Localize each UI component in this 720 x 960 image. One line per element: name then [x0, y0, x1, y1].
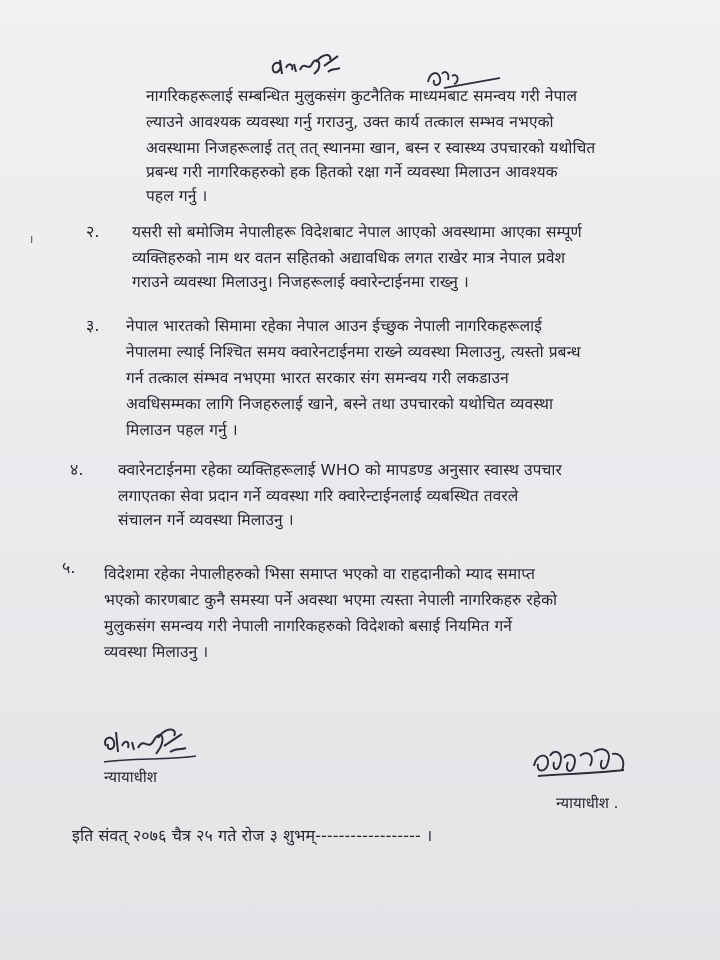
- item-line: गर्न तत्काल संम्भव नभएमा भारत सरकार संग समन्वय गरी लकडाउन: [126, 369, 509, 387]
- item-line: यसरी सो बमोजिम नेपालीहरू विदेशबाट नेपाल आएको अवस्थामा आएका सम्पूर्ण: [132, 223, 582, 241]
- top-initial-signature: [268, 42, 348, 80]
- item-line: नेपालमा ल्याई निश्चित समय क्वारेनटाईनमा राख्ने व्यवस्था मिलाउनु, त्यस्तो प्रबन्ध: [126, 343, 581, 361]
- item-number: ४.: [70, 460, 84, 479]
- item-line: भएको कारणबाट कुनै समस्या पर्ने अवस्था भएमा त्यस्ता नेपाली नागरिकहरु रहेको: [104, 591, 558, 609]
- margin-mark: ı: [30, 232, 34, 246]
- item-line: व्यक्तिहरुको नाम थर वतन सहितको अद्यावधिक लगत राखेर मात्र नेपाल प्रवेश: [132, 249, 566, 267]
- left-judge-label: न्यायाधीश: [104, 768, 157, 786]
- item-number: २.: [86, 222, 100, 241]
- footer-line: इति संवत् २०७६ चैत्र २५ गते रोज ३ शुभम्------------------ ।: [72, 826, 433, 845]
- item-number: ३.: [86, 316, 100, 335]
- right-judge-label: न्यायाधीश .: [556, 794, 619, 812]
- intro-line: अवस्थामा निजहरूलाई तत् तत् स्थानमा खान, बस्न र स्वास्थ्य उपचारको यथोचित: [146, 139, 596, 157]
- intro-line: पहल गर्नु ।: [146, 187, 208, 205]
- item-line: मुलुकसंग समन्वय गरी नेपाली नागरिकहरुको विदेशको बसाई नियमित गर्ने: [104, 617, 512, 635]
- item-line: मिलाउन पहल गर्नु ।: [126, 421, 238, 439]
- intro-line: प्रबन्ध गरी नागरिकहरुको हक हितको रक्षा गर्ने व्यवस्था मिलाउन आवश्यक: [146, 163, 558, 181]
- intro-line: नागरिकहरूलाई सम्बन्धित मुलुकसंग कुटनैतिक माध्यमबाट समन्वय गरी नेपाल: [146, 87, 578, 105]
- item-number: ५.: [62, 558, 76, 577]
- item-line: लगाएतका सेवा प्रदान गर्ने व्यवस्था गरि क्वारेन्टाईनलाई व्यबस्थित तवरले: [118, 487, 519, 505]
- right-judge-signature: [528, 744, 638, 800]
- left-judge-signature: [100, 718, 200, 768]
- item-line: नेपाल भारतको सिमामा रहेका नेपाल आउन ईच्छुक नेपाली नागरिकहरूलाई: [126, 317, 542, 335]
- intro-line: ल्याउने आवश्यक व्यवस्था गर्नु गराउनु, उक्त कार्य तत्काल सम्भव नभएको: [146, 113, 554, 131]
- item-line: विदेशमा रहेका नेपालीहरुको भिसा समाप्त भएको वा राहदानीको म्याद समाप्त: [104, 565, 536, 583]
- item-line: क्वारेनटाईनमा रहेका व्यक्तिहरूलाई WHO को मापडण्ड अनुसार स्वास्थ उपचार: [118, 461, 562, 479]
- item-line: अवधिसम्मका लागि निजहरुलाई खाने, बस्ने तथा उपचारको यथोचित व्यवस्था: [126, 395, 554, 413]
- item-line: व्यवस्था मिलाउनु ।: [104, 643, 209, 661]
- item-line: गराउने व्यवस्था मिलाउनु। निजहरूलाई क्वारेन्टाईनमा राख्नु ।: [132, 273, 469, 291]
- item-line: संचालन गर्ने व्यवस्था मिलाउनु ।: [118, 511, 294, 529]
